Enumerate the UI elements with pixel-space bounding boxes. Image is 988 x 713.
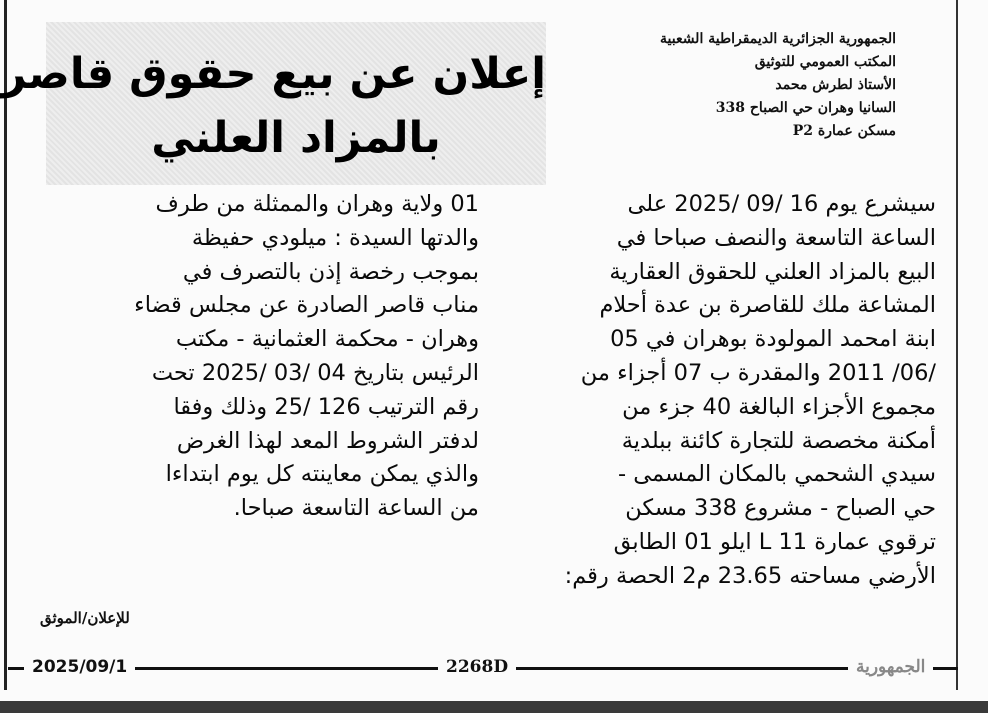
body-line: والذي يمكن معاينته كل يوم ابتداءا: [165, 461, 479, 488]
body-line: بموجب رخصة إذن بالتصرف في: [182, 258, 479, 285]
body-line: مناب قاصر الصادرة عن مجلس قضاء: [134, 292, 479, 319]
body-line: مجموع الأجزاء البالغة 40 جزء من: [622, 393, 936, 420]
body-line: وهران - محكمة العثمانية - مكتب: [175, 326, 479, 353]
body-line: سيدي الشحمي بالمكان المسمى -: [618, 461, 936, 488]
bottom-band: [0, 701, 988, 713]
header-line: مسكن عمارة P2: [792, 123, 896, 139]
body-line: سيشرع يوم 16 /09 /2025 على: [627, 191, 936, 217]
body-line: /06/ 2011 والمقدرة ب 07 أجزاء من: [580, 359, 936, 386]
body-line: حي الصباح - مشروع 338 مسكن: [625, 495, 936, 522]
title-box: [1, 22, 546, 185]
body-line: والدتها السيدة : ميلودي حفيظة: [191, 224, 479, 251]
notary-signature: للإعلان/الموثق: [40, 609, 130, 627]
body-left-column: [39, 188, 479, 526]
body-line: لدفتر الشروط المعد لهذا الغرض: [176, 427, 479, 454]
notary-header: [606, 28, 896, 143]
body-line: ابنة امحمد المولودة بوهران في 05: [610, 326, 936, 353]
footer-code: 2268D: [438, 657, 516, 677]
title-line-1: إعلان عن بيع حقوق قاصر: [1, 49, 546, 99]
body-line: الأرضي مساحته 23.65 م2 الحصة رقم:: [564, 562, 936, 589]
header-line: السانيا وهران حي الصباح 338: [715, 100, 896, 116]
body-line: الرئيس بتاريخ 04 /03 /2025 تحت: [151, 359, 479, 386]
header-line: الأستاذ لطرش محمد: [775, 77, 896, 93]
header-line: الجمهورية الجزائرية الديمقراطية الشعبية: [659, 31, 896, 47]
header-line: المكتب العمومي للتوثيق: [754, 54, 896, 70]
body-line: المشاعة ملك للقاصرة بن عدة أحلام: [599, 292, 936, 319]
body-line: 01 ولاية وهران والممثلة من طرف: [155, 191, 479, 217]
body-line: رقم الترتيب 126 /25 وذلك وفقا: [173, 393, 479, 420]
body-line: أمكنة مخصصة للتجارة كائنة ببلدية: [621, 427, 936, 454]
body-right-column: [516, 188, 936, 594]
announcement-title: [1, 42, 546, 170]
body-line: من الساعة التاسعة صباحا.: [233, 495, 479, 522]
footer-date: 2025/09/1: [24, 657, 135, 677]
title-line-2: بالمزاد العلني: [151, 113, 441, 163]
right-border-rule: [956, 0, 958, 690]
body-line: الساعة التاسعة والنصف صباحا في: [616, 224, 936, 251]
newspaper-logo: الجمهورية: [848, 657, 933, 677]
body-line: ترقوي عمارة L 11 ايلو 01 الطابق: [613, 528, 936, 555]
body-line: البيع بالمزاد العلني للحقوق العقارية: [609, 258, 936, 285]
